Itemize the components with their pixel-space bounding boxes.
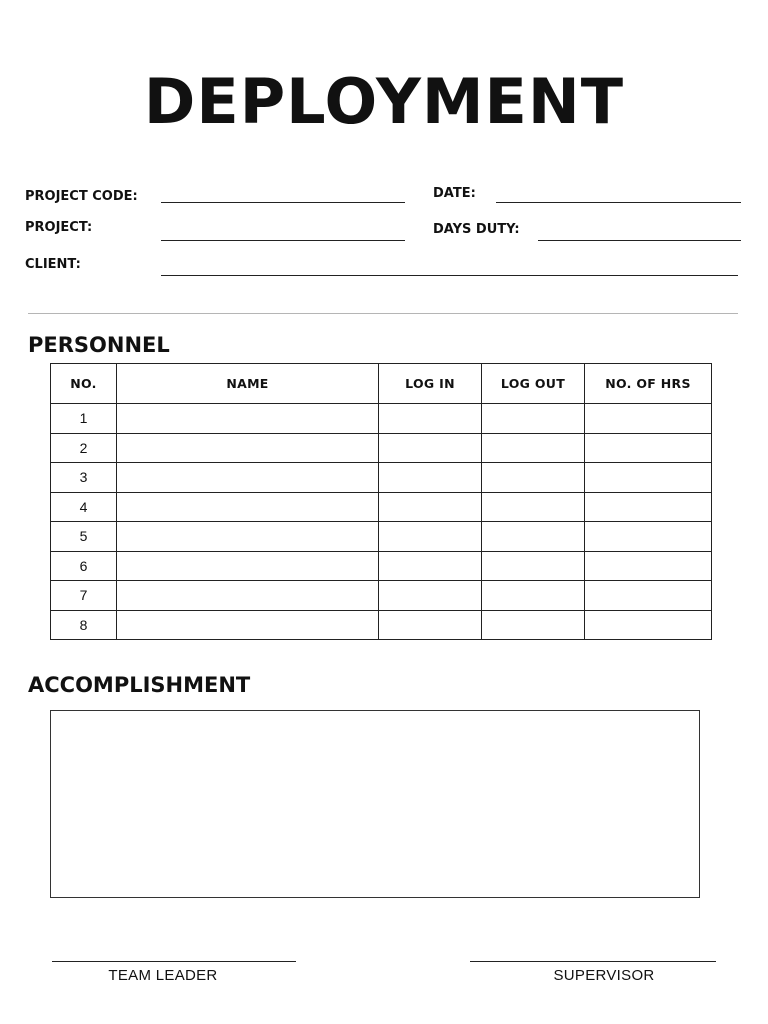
table-row: [51, 581, 712, 611]
column-header-no: NO.: [51, 364, 117, 404]
team-leader-signature-line[interactable]: [52, 961, 296, 962]
project-label: PROJECT:: [25, 220, 93, 235]
page-title: DEPLOYMENT: [143, 65, 625, 138]
log-out-cell[interactable]: [482, 463, 585, 493]
table-row: [51, 610, 712, 640]
column-header-no-of-hrs: NO. OF HRS: [585, 364, 712, 404]
table-row: [51, 463, 712, 493]
client-field[interactable]: [161, 275, 738, 276]
hours-cell[interactable]: [585, 404, 712, 434]
log-out-cell[interactable]: [482, 433, 585, 463]
name-cell[interactable]: [117, 610, 379, 640]
days-duty-label: DAYS DUTY:: [433, 222, 520, 237]
table-row: [51, 404, 712, 434]
column-header-log-in: LOG IN: [379, 364, 482, 404]
name-cell[interactable]: [117, 463, 379, 493]
name-cell[interactable]: [117, 404, 379, 434]
log-out-cell[interactable]: [482, 610, 585, 640]
date-field[interactable]: [496, 202, 741, 203]
table-row: [51, 551, 712, 581]
log-in-cell[interactable]: [379, 433, 482, 463]
log-in-cell[interactable]: [379, 492, 482, 522]
log-out-cell[interactable]: [482, 492, 585, 522]
row-number: 6: [51, 551, 117, 581]
accomplishment-box[interactable]: [50, 710, 700, 898]
log-out-cell[interactable]: [482, 581, 585, 611]
hours-cell[interactable]: [585, 522, 712, 552]
log-out-cell[interactable]: [482, 404, 585, 434]
row-number: 7: [51, 581, 117, 611]
accomplishment-heading: ACCOMPLISHMENT: [28, 673, 251, 697]
log-in-cell[interactable]: [379, 551, 482, 581]
log-out-cell[interactable]: [482, 522, 585, 552]
hours-cell[interactable]: [585, 492, 712, 522]
table-header-row: [51, 364, 712, 404]
project-code-label: PROJECT CODE:: [25, 189, 138, 204]
project-code-field[interactable]: [161, 202, 405, 203]
project-field[interactable]: [161, 240, 405, 241]
log-in-cell[interactable]: [379, 463, 482, 493]
row-number: 8: [51, 610, 117, 640]
table-row: [51, 522, 712, 552]
log-in-cell[interactable]: [379, 610, 482, 640]
table-row: [51, 492, 712, 522]
log-in-cell[interactable]: [379, 522, 482, 552]
log-in-cell[interactable]: [379, 581, 482, 611]
supervisor-label: SUPERVISOR: [553, 967, 655, 984]
row-number: 5: [51, 522, 117, 552]
column-header-log-out: LOG OUT: [482, 364, 585, 404]
table-row: [51, 433, 712, 463]
row-number: 1: [51, 404, 117, 434]
name-cell[interactable]: [117, 522, 379, 552]
hours-cell[interactable]: [585, 581, 712, 611]
log-in-cell[interactable]: [379, 404, 482, 434]
hours-cell[interactable]: [585, 433, 712, 463]
row-number: 4: [51, 492, 117, 522]
name-cell[interactable]: [117, 551, 379, 581]
client-label: CLIENT:: [25, 257, 81, 272]
row-number: 3: [51, 463, 117, 493]
date-label: DATE:: [433, 186, 476, 201]
log-out-cell[interactable]: [482, 551, 585, 581]
team-leader-label: TEAM LEADER: [108, 967, 218, 984]
name-cell[interactable]: [117, 433, 379, 463]
supervisor-signature-line[interactable]: [470, 961, 716, 962]
column-header-name: NAME: [117, 364, 379, 404]
name-cell[interactable]: [117, 492, 379, 522]
name-cell[interactable]: [117, 581, 379, 611]
personnel-table: [50, 363, 712, 640]
days-duty-field[interactable]: [538, 240, 741, 241]
personnel-heading: PERSONNEL: [28, 333, 170, 357]
section-divider: [28, 313, 738, 314]
row-number: 2: [51, 433, 117, 463]
hours-cell[interactable]: [585, 463, 712, 493]
hours-cell[interactable]: [585, 610, 712, 640]
hours-cell[interactable]: [585, 551, 712, 581]
